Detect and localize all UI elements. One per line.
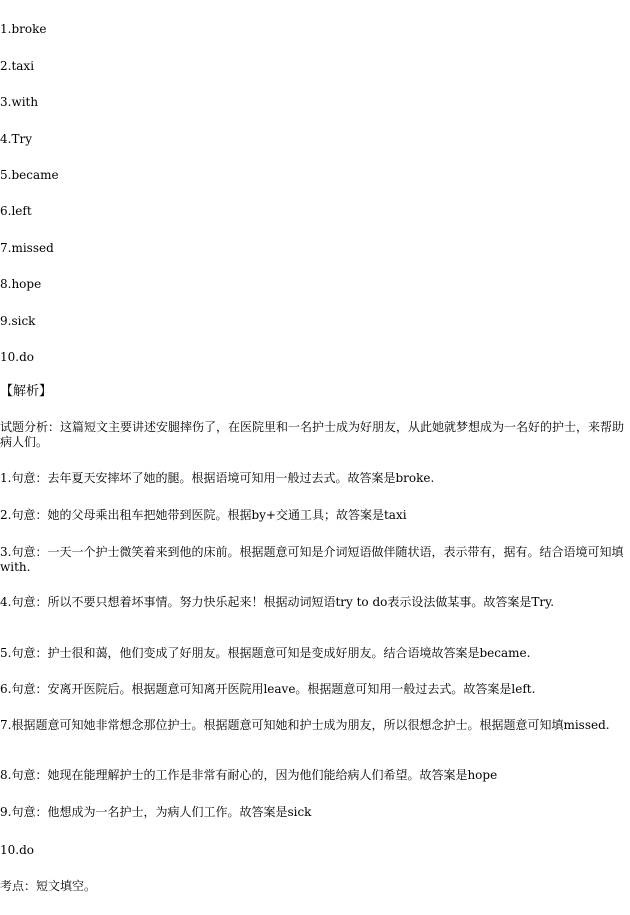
answer-line-7: 7.missed xyxy=(0,241,54,255)
analysis-summary: 试题分析：这篇短文主要讲述安腿摔伤了，在医院里和一名护士成为好朋友，从此她就梦想成为一名好的护士，来帮助病人们。 xyxy=(0,420,625,449)
explanation-3: 3.句意：一天一个护士微笑着来到他的床前。根据题意可知是介词短语做伴随状语，表示带有，据有。结合语境可知填with. xyxy=(0,545,624,574)
explanation-9: 9.句意：他想成为一名护士，为病人们工作。故答案是sick xyxy=(0,805,312,819)
answer-line-9: 9.sick xyxy=(0,314,36,328)
answer-line-8: 8.hope xyxy=(0,277,42,291)
explanation-2: 2.句意：她的父母乘出租车把她带到医院。根据by+交通工具；故答案是taxi xyxy=(0,508,407,522)
explanation-4: 4.句意：所以不要只想着坏事情。努力快乐起来！根据动词短语try to do表示设法做某事。故答案是Try. xyxy=(0,595,555,609)
answer-line-4: 4.Try xyxy=(0,132,32,146)
explanation-8: 8.句意：她现在能理解护士的工作是非常有耐心的，因为他们能给病人们希望。故答案是hope xyxy=(0,768,498,782)
explanation-1: 1.句意：去年夏天安摔坏了她的腿。根据语境可知用一般过去式。故答案是broke. xyxy=(0,471,435,485)
answer-line-2: 2.taxi xyxy=(0,59,35,73)
answer-line-10: 10.do xyxy=(0,350,34,364)
answer-line-1: 1.broke xyxy=(0,22,47,36)
footer-note: 考点：短文填空。 xyxy=(0,879,97,893)
explanation-7: 7.根据题意可知她非常想念那位护士。根据题意可知她和护士成为朋友，所以很想念护士。根据题意可知填missed. xyxy=(0,718,610,732)
answer-line-6: 6.left xyxy=(0,204,32,218)
explanation-10: 10.do xyxy=(0,843,34,857)
explanation-6: 6.句意：安离开医院后。根据题意可知离开医院用leave。根据题意可知用一般过去式。故答案是left. xyxy=(0,682,536,696)
answer-line-5: 5.became xyxy=(0,168,59,182)
explanation-5: 5.句意：护士很和蔼，他们变成了好朋友。根据题意可知是变成好朋友。结合语境故答案是became. xyxy=(0,646,531,660)
answer-line-3: 3.with xyxy=(0,95,39,109)
analysis-heading: 【解析】 xyxy=(0,384,53,399)
